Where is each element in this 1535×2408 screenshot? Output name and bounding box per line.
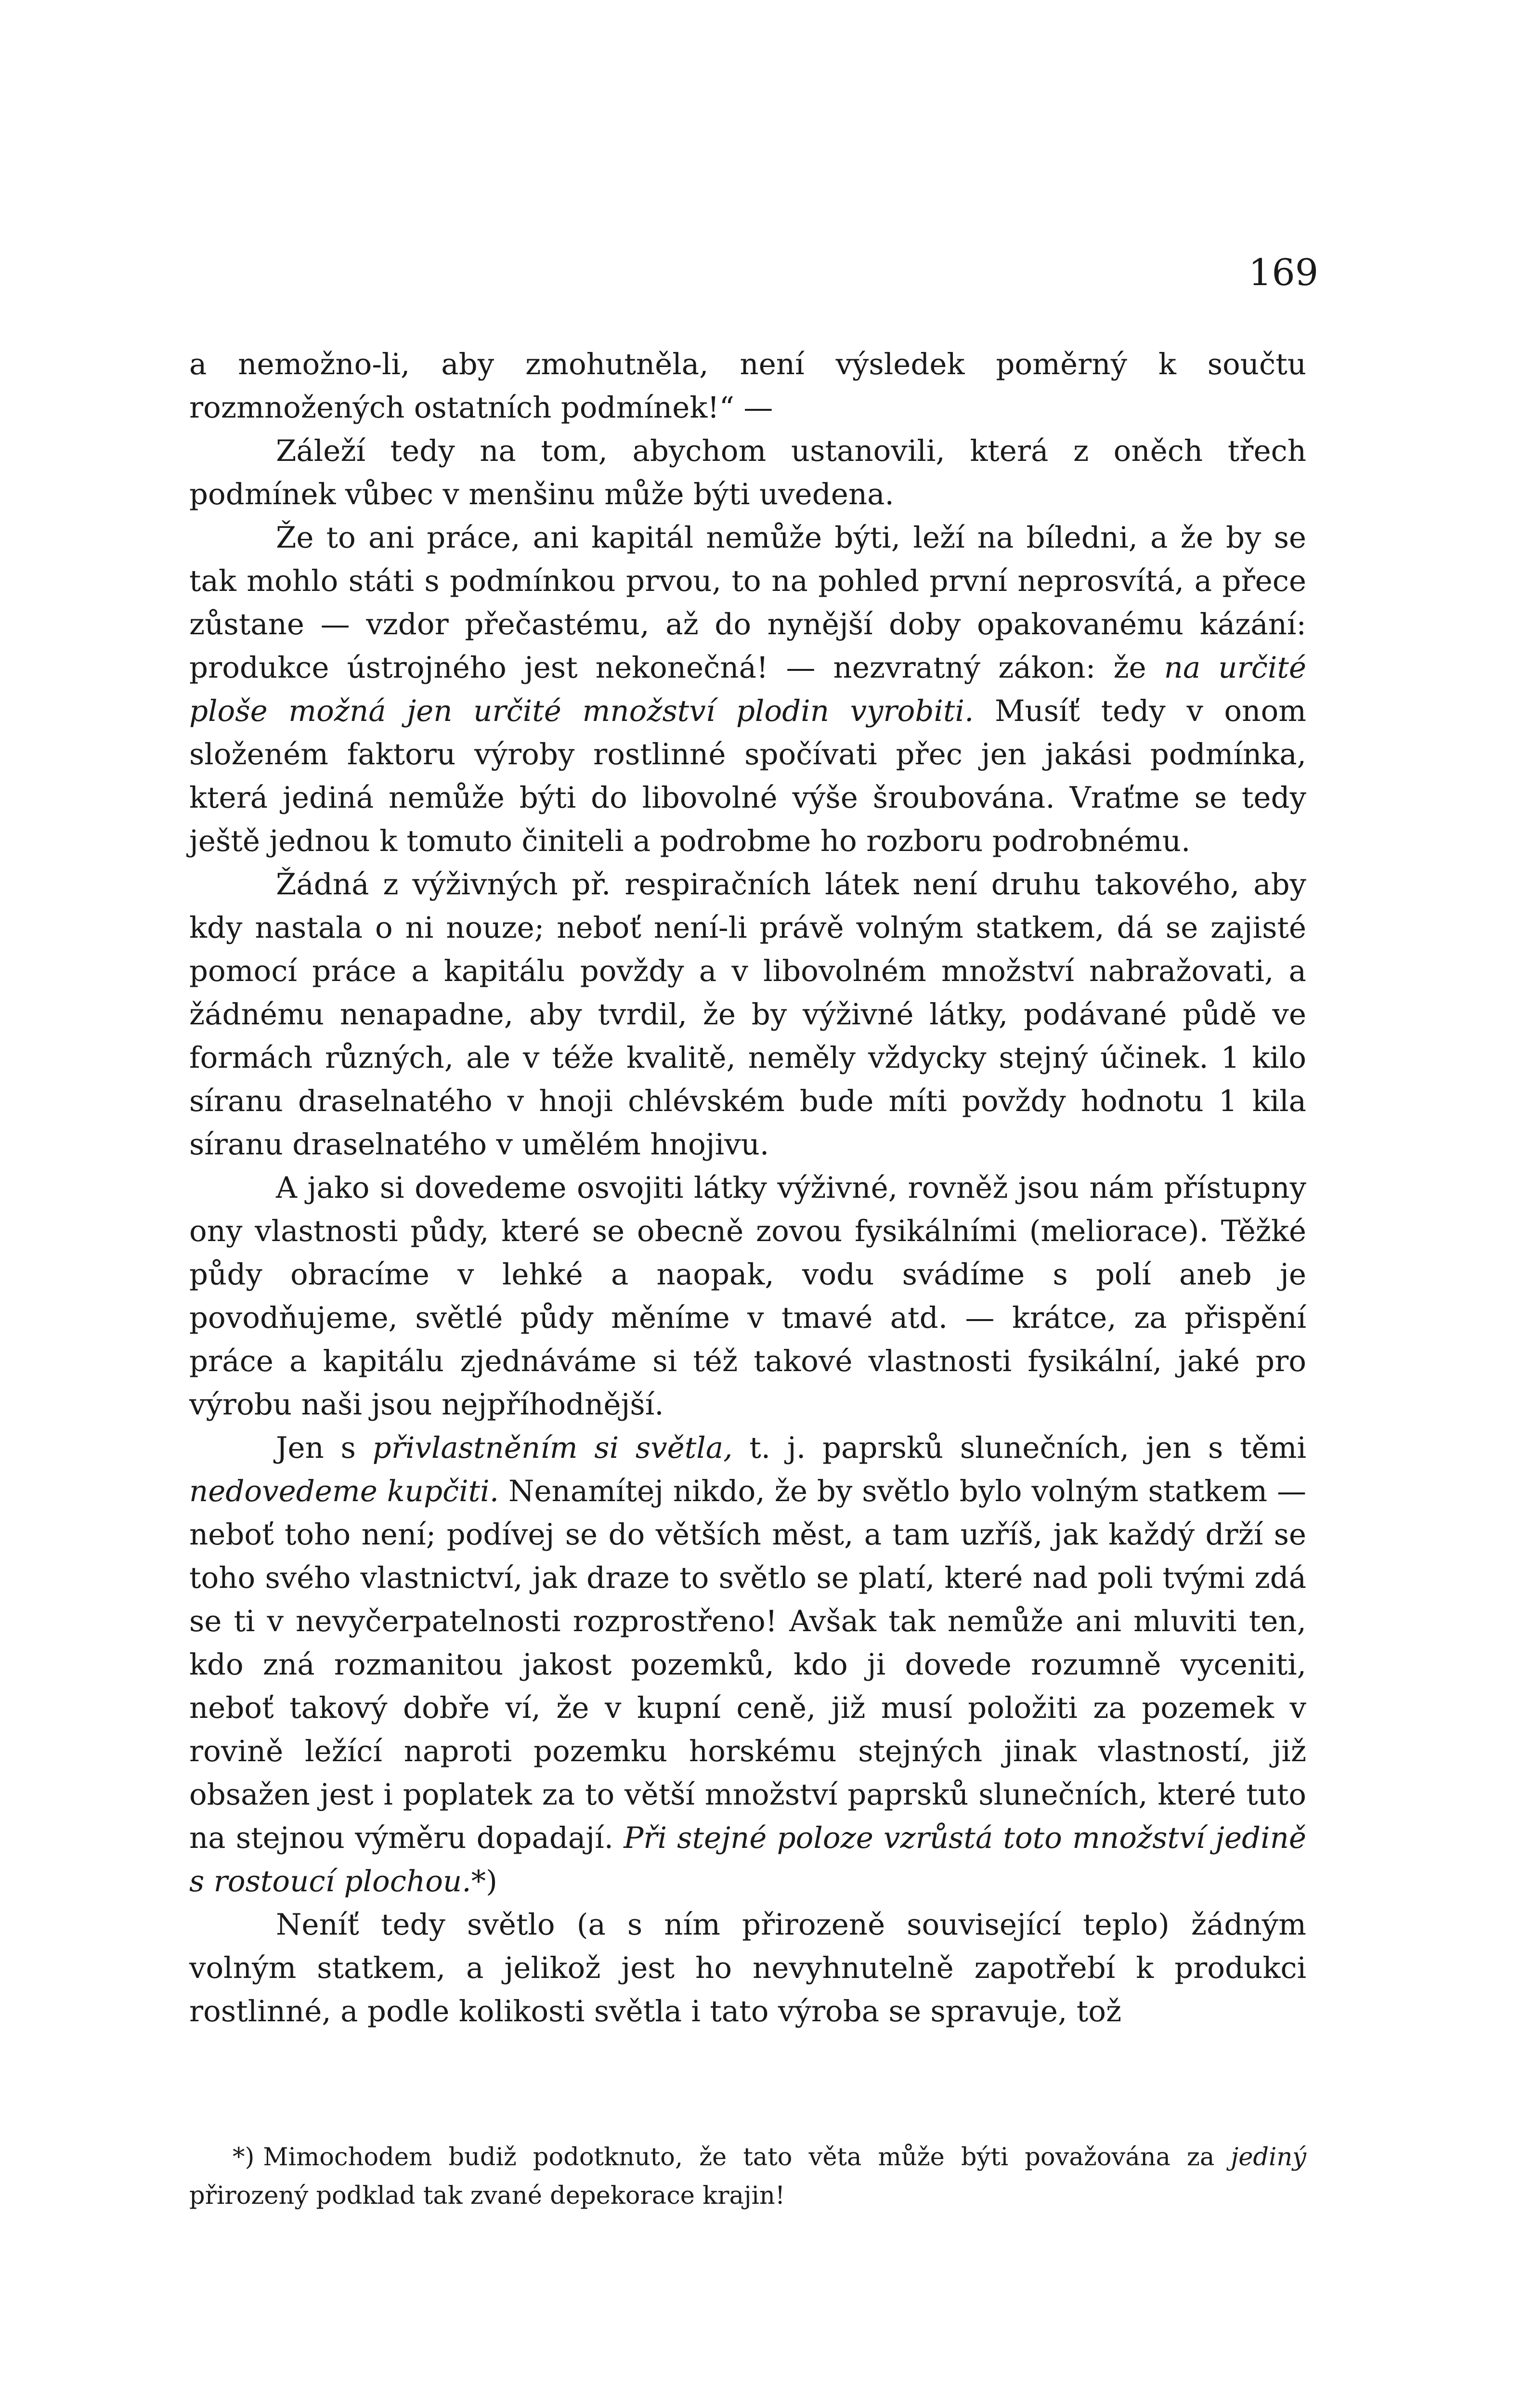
text-run: Mimochodem budiž podotknuto, že tato věta může býti považována za [263,2143,1231,2172]
text-run: Nenamítej nikdo, že by světlo bylo volným statkem — neboť toho není; podívej se do větších měst, a tam uzříš, jak každý drží se toho svého vlastnictví, jak draze to světlo se platí, které nad poli tvými zdá se ti v nevyčerpatelnosti rozprostřeno! Avšak tak nemůže ani mluviti ten, kdo zná rozmanitou jakost pozemků, kdo ji dovede rozumně vyceniti, neboť takový dobře ví, že v kupní ceně, již musí položiti za pozemek v rovině ležící naproti pozemku horskému stejných jinak vlastností, již obsažen jest i poplatek za to větší množství paprsků slunečních, které tuto na stejnou výměru dopadají. [189,1474,1307,1855]
emphasis-text: přivlastněním si světla, [372,1431,733,1465]
text-run: Žádná z výživných př. respiračních látek není druhu takového, aby kdy nastala o ni nouze; neboť není-li právě volným statkem, dá se zajisté pomocí práce a kapitálu povždy a v libovolném množství nabražovati, a žádnému nenapadne, aby tvrdil, že by výživné látky, podávané půdě ve formách různých, ale v téže kvalitě, neměly vždycky stejný účinek. 1 kilo síranu draselnatého v hnoji chlévském bude míti povždy hodnotu 1 kila síranu draselnatého v umělém hnojivu. [189,867,1306,1162]
text-run: Jen s [276,1431,373,1465]
text-run: a nemožno-li, aby zmohutněla, není výsledek poměrný k součtu rozmnožených ostatních podmínek!“ — [189,347,1306,425]
emphasis-text: nedovedeme kupčiti. [189,1474,499,1508]
footnotes [189,2138,1306,2215]
paragraph [189,430,1306,516]
emphasis-text: na určité ploše možná jen určité množství plodin vyrobiti. [189,651,1306,728]
text-run: A jako si dovedeme osvojiti látky výživné, rovněž jsou nám přístupny ony vlastnosti půdy, které se obecně zovou fysikálními (meliorace). Těžké půdy obracíme v lehké a naopak, vodu svádíme s polí aneb je povodňujeme, světlé půdy měníme v tmavé atd. — krátce, za přispění práce a kapitálu zjednáváme si též takové vlastnosti fysikální, jaké pro výrobu naši jsou nejpříhodnější. [189,1171,1306,1422]
paragraph [189,516,1306,863]
footnote-marker: *) [233,2143,255,2172]
text-run: Záleží tedy na tom, abychom ustanovili, která z oněch třech podmínek vůbec v menšinu může býti uvedena. [189,434,1306,511]
body-text [189,343,1306,2033]
footnote [189,2138,1306,2215]
emphasis-text: jediný [1231,2143,1306,2172]
text-run: Že to ani práce, ani kapitál nemůže býti, leží na bíledni, a že by se tak mohlo státi s podmínkou prvou, to na pohled první neprosvítá, a přece zůstane — vzdor přečastému, až do nynější doby opakovanému kázání: produkce ústrojného jest nekonečná! — nezvratný zákon: že [189,521,1306,685]
text-run: Neníť tedy světlo (a s ním přirozeně související teplo) žádným volným statkem, a jelikož jest ho nevyhnutelně zapotřebí k produkci rostlinné, a podle kolikosti světla i tato výroba se spravuje, tož [189,1908,1306,2028]
text-run: t. j. paprsků slunečních, jen s těmi [732,1431,1306,1465]
paragraph [189,1426,1306,1903]
paragraph [189,863,1306,1166]
text-run: *) [471,1864,497,1898]
paragraph [189,343,1306,430]
emphasis-text: Při stejné poloze vzrůstá toto množství jedině s rostoucí plochou. [189,1821,1306,1898]
paragraph [189,1903,1306,2033]
text-run: přirozený podklad tak zvané depekorace krajin! [189,2182,785,2210]
paragraph [189,1166,1306,1426]
text-run: Musíť tedy v onom složeném faktoru výroby rostlinné spočívati přec jen jakási podmínka, která jediná nemůže býti do libovolné výše šroubována. Vraťme se tedy ještě jednou k tomuto činiteli a podrobme ho rozboru podrobnému. [189,694,1307,858]
page-number: 169 [1249,251,1319,294]
